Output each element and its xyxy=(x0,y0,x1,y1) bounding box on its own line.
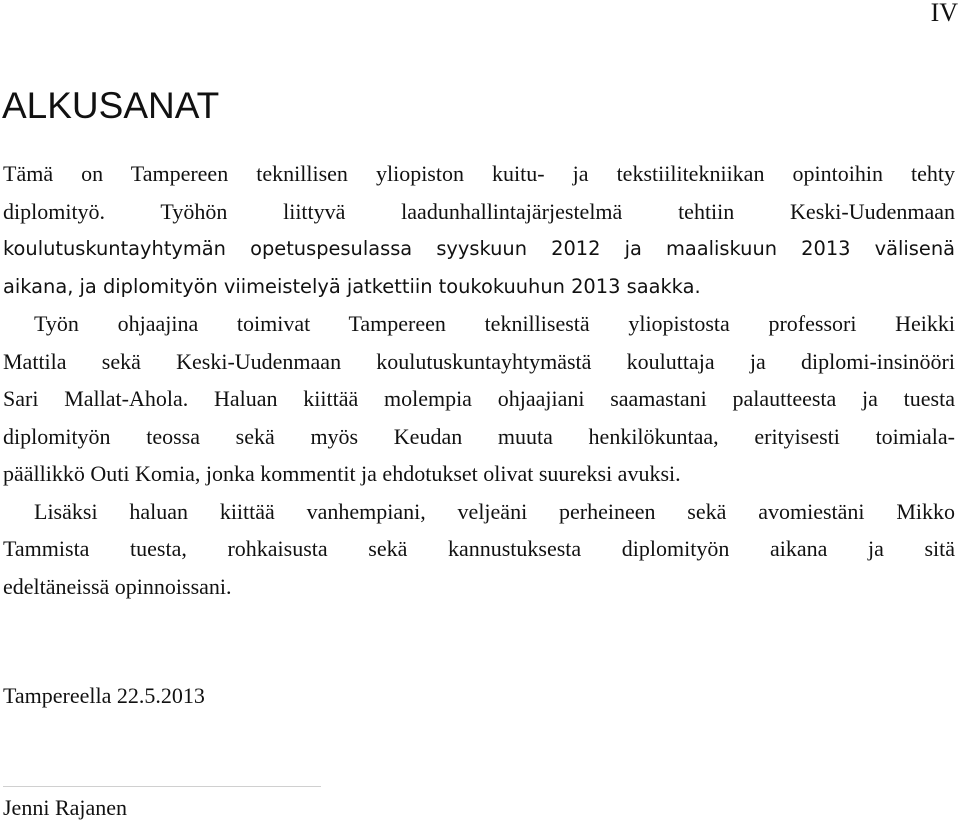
paragraph-line: päällikkö Outi Komia, jonka kommentit ja ehdotukset olivat suureksi avuksi. xyxy=(3,461,681,486)
signer-name: Jenni Rajanen xyxy=(3,795,128,820)
paragraph-line: edeltäneissä opinnoissani. xyxy=(3,573,232,599)
paragraph-line: Sari Mallat-Ahola. Haluan kiittää molempia ohjaajiani saamastani palautteesta ja tuesta xyxy=(3,386,955,411)
preface-body xyxy=(3,155,955,605)
paragraph-line: diplomityön teossa sekä myös Keudan muuta henkilökuntaa, erityisesti toimiala- xyxy=(3,423,955,449)
page-number: IV xyxy=(930,0,958,27)
signature-line xyxy=(3,786,321,787)
paragraph-line: Tammista tuesta, rohkaisusta sekä kannustuksesta diplomityön aikana ja sitä xyxy=(3,536,955,561)
paragraph-line: Mattila sekä Keski-Uudenmaan koulutuskuntayhtymästä kouluttaja ja diplomi-insinööri xyxy=(3,348,955,374)
paragraph-family xyxy=(3,493,955,606)
paragraph-line: Työn ohjaajina toimivat Tampereen teknillisestä yliopistosta professori Heikki xyxy=(34,311,955,336)
paragraph-line: Tämä on Tampereen teknillisen yliopiston kuitu- ja tekstiilitekniikan opintoihin tehty xyxy=(3,161,955,186)
paragraph-line: koulutuskuntayhtymän opetuspesulassa syyskuun 2012 ja maaliskuun 2013 välisenä xyxy=(3,237,955,260)
paragraph-supervisors xyxy=(3,305,955,493)
page-title: ALKUSANAT xyxy=(2,85,220,126)
place-and-date: Tampereella 22.5.2013 xyxy=(3,683,205,708)
paragraph-intro xyxy=(3,155,955,305)
paragraph-line: Lisäksi haluan kiittää vanhempiani, veljeäni perheineen sekä avomiestäni Mikko xyxy=(34,498,955,524)
paragraph-line: aikana, ja diplomityön viimeistelyä jatkettiin toukokuuhun 2013 saakka. xyxy=(3,274,701,298)
paragraph-line: diplomityö. Työhön liittyvä laadunhallintajärjestelmä tehtiin Keski-Uudenmaan xyxy=(3,198,955,224)
